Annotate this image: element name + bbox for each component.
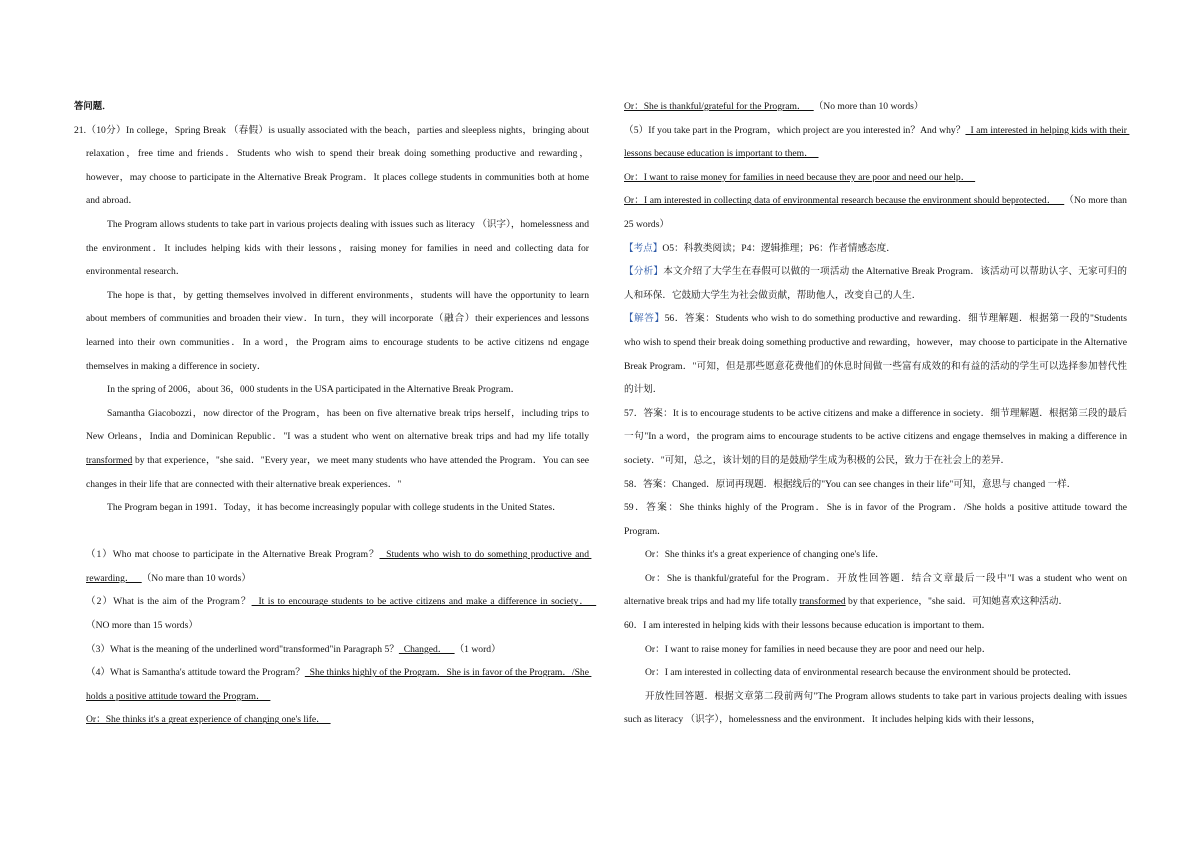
question-2: （2）What is the aim of the Program？ It is to encourage students to be active citizens and make a difference in society． （NO more than 15 words） [86, 596, 597, 632]
passage-paragraph-6: The Program began in 1991．Today，it has become increasingly popular with college students in the United States． [107, 502, 562, 514]
passage-paragraph-4: In the spring of 2006，about 36，000 students in the USA participated in the Alternative Break Program． [107, 384, 521, 396]
solution-59-alternative-2: Or：She is thankful/grateful for the Program．开放性回答题．结合文章最后一段中"I was a student who went on alternative break trips and had my life totally transformed by that experience，"she said．可知她喜欢这种活动． [624, 572, 1127, 608]
passage-paragraph-2: The Program allows students to take part in various projects dealing with issues such as literacy （识字），homelessness and the environment．It includes helping kids with their lessons，raising money for families in need and collecting data for environmental research． [86, 218, 589, 278]
solution-59-alternative-1: Or：She thinks it's a great experience of changing one's life． [645, 549, 885, 561]
passage-paragraph-3: The hope is that，by getting themselves involved in different environments，students will have the opportunity to learn about members of communities and broaden their view．In turn，they will incorporate（融合）their experiences and lessons learned into their own communities．In a word，the Program aims to encourage students to be active citizens nd engage themselves in making a difference in society． [86, 289, 589, 372]
underlined-word: transformed [799, 596, 846, 608]
passage-paragraph-5: Samantha Giacobozzi，now director of the Program，has been on five alternative break trips herself，including trips to New Orleans，India and Dominican Republic．"I was a student who went on alternative break trips and had my life totally transformed by that experience，"she said．"Every year，we meet many students who have attended the Program．You can see changes in their life that are connected with their alternative break experiences．" [86, 407, 589, 490]
answer-4-alternative: Or：She thinks it's a great experience of changing one's life． [86, 714, 331, 726]
tag-jieda: 【解答】 [624, 313, 665, 325]
answer-3: Changed． [398, 643, 455, 655]
answer-1: Students who wish to do something productive and rewarding． [86, 549, 592, 584]
solution-60-alternative-1: Or：I want to raise money for families in need because they are poor and need our help． [645, 643, 992, 655]
solution-56: 【解答】56．答案：Students who wish to do something productive and rewarding．细节理解题．根据第一段的"Students who wish to spend their break doing something productive and rewarding，however，may choose to participate in the Alternative Break Program．"可知，但是那些愿意花费他们的休息时间做一些富有成效的和有益的活动的学生可以选择参加替代性的计划． [624, 313, 1127, 396]
analysis: 【分析】本文介绍了大学生在春假可以做的一项活动 the Alternative Break Program．该活动可以帮助认字、无家可归的人和环保．它鼓励大学生为社会做贡献，帮助他人，改变自己的人生． [624, 266, 1128, 301]
answer-5-alternative-2: Or：I am interested in collecting data of environmental research because the environment should beprotected． （No more than 25 words） [624, 195, 1127, 230]
solution-60: 60．I am interested in helping kids with their lessons because education is important to them． [624, 620, 992, 632]
answer-4-alternative-2: Or：She is thankful/grateful for the Program． （No more than 10 words） [624, 101, 924, 112]
solution-58: 58．答案：Changed．原词再现题．根据线后的"You can see changes in their life"可知，意思与 changed 一样． [624, 478, 1077, 490]
answer-5-alternative-1: Or：I want to raise money for families in need because they are poor and need our help． [624, 171, 976, 183]
answer-4: She thinks highly of the Program．She is in favor of the Program．/She holds a positive attitude toward the Program． [86, 667, 592, 702]
passage-text: In college，Spring Break （春假）is usually associated with the beach，parties and sleepless nights，bringing about relaxation，free time and friends．Students who wish to spend their break doing something productive and rewarding，however，may choose to participate in the Alternative Break Program．It places college students in communities both at home and abroad． [86, 124, 590, 207]
knowledge-point: 【考点】O5：科教类阅读；P4：逻辑推理；P6：作者情感态度． [624, 242, 896, 254]
section-heading: 答问题． [74, 101, 112, 112]
underlined-word: transformed [86, 454, 133, 466]
answer-2: It is to encourage students to be active citizens and make a difference in society． [251, 596, 597, 608]
question-3: （3）What is the meaning of the underlined word"transformed"in Paragraph 5？ Changed． （1 word） [86, 643, 501, 655]
solution-59: 59．答案：She thinks highly of the Program．She is in favor of the Program．/She holds a positive attitude toward the Program． [624, 502, 1127, 537]
question-4: （4）What is Samantha's attitude toward the Program？ She thinks highly of the Program．She is in favor of the Program．/She holds a positive attitude toward the Program． [86, 667, 592, 702]
question-21-paragraph-1 [74, 119, 589, 213]
solution-57: 57．答案：It is to encourage students to be active citizens and make a difference in society．细节理解题．根据第三段的最后一句"In a word，the program aims to encourage students to be active citizens and engage themselves in making a difference in society．"可知，总之，该计划的目的是鼓励学生成为积极的公民，致力于在社会上的差异． [624, 407, 1127, 466]
tag-fenxi: 【分析】 [624, 266, 664, 278]
question-1: （1）Who mat choose to participate in the Alternative Break Program？ Students who wish to do something productive and rewarding． （No mare than 10 words） [86, 549, 592, 584]
solution-60-alternative-2: Or：I am interested in collecting data of environmental research because the environment should be protected． [645, 667, 1078, 679]
solution-60-explanation: 开放性回答题．根据文章第二段前两句"The Program allows students to take part in various projects dealing with issues such as literacy （识字），homelessness and the environment．It includes helping kids with their lessons， [624, 690, 1127, 726]
right-column [624, 95, 1130, 732]
tag-kaodian: 【考点】 [624, 242, 663, 254]
answer-5: I am interested in helping kids with their lessons because education is important to them． [624, 124, 1130, 160]
question-5: （5）If you take part in the Program，which project are you interested in？And why？ I am interested in helping kids with their lessons because education is important to them． [624, 124, 1130, 160]
left-column [74, 95, 597, 732]
question-number: 21.（10分） [74, 124, 127, 136]
